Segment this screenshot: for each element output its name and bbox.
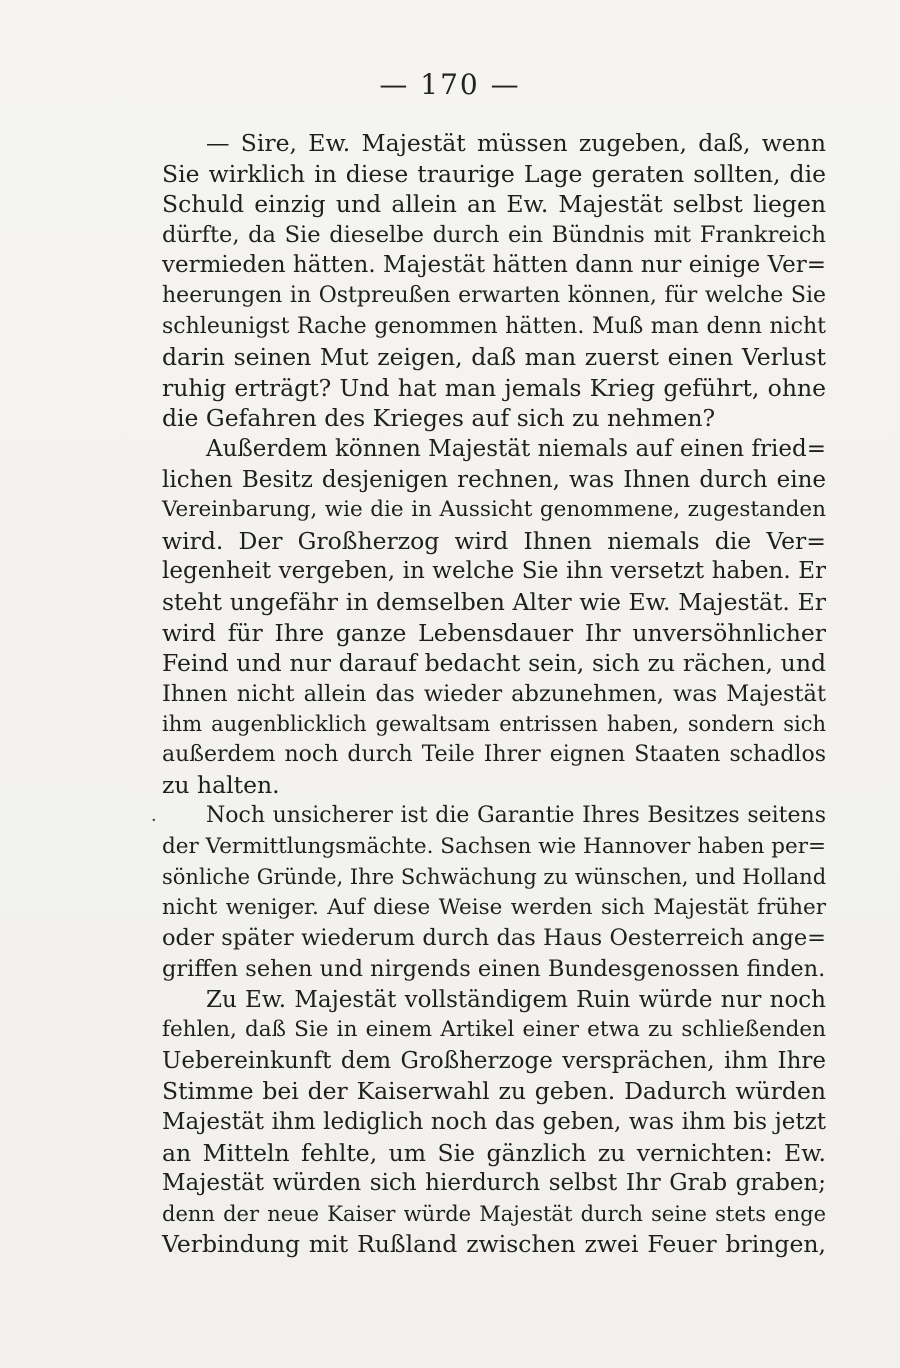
paragraph-1	[162, 128, 826, 434]
text-line: Außerdem können Majestät niemals auf einen fried=	[206, 435, 826, 462]
text-line: lichen Besitz desjenigen rechnen, was Ihnen durch eine	[162, 466, 826, 493]
text-line: wird. Der Großherzog wird Ihnen niemals die Ver=	[162, 526, 826, 555]
text-line: ihm augenblicklich gewaltsam entrissen haben, sondern sich	[162, 712, 826, 737]
text-line: dürfte, da Sie dieselbe durch ein Bündnis mit Frankreich	[162, 221, 826, 248]
text-line: Uebereinkunft dem Großherzoge versprächen, ihm Ihre	[162, 1047, 826, 1074]
text-line: ruhig erträgt? Und hat man jemals Krieg geführt, ohne	[162, 373, 826, 402]
paragraph-4	[162, 985, 826, 1260]
text-line: fehlen, daß Sie in einem Artikel einer etwa zu schließenden	[162, 1017, 826, 1043]
text-line: Feind und nur darauf bedacht sein, sich zu rächen, und	[162, 649, 826, 678]
text-line: legenheit vergeben, in welche Sie ihn versetzt haben. Er	[162, 558, 826, 585]
text-line: wird für Ihre ganze Lebensdauer Ihr unversöhnlicher	[162, 618, 826, 647]
text-line: außerdem noch durch Teile Ihrer eignen Staaten schadlos	[162, 741, 826, 767]
text-line: sönliche Gründe, Ihre Schwächung zu wünschen, und Holland	[162, 865, 827, 890]
text-line: Schuld einzig und allein an Ew. Majestät selbst liegen	[162, 190, 826, 219]
text-line: Ihnen nicht allein das wieder abzunehmen, was Majestät	[162, 680, 826, 707]
text-line: vermieden hätten. Majestät hätten dann nur einige Ver=	[162, 252, 826, 279]
text-line: Noch unsicherer ist die Garantie Ihres Besitzes seitens	[206, 803, 826, 829]
text-line: griffen sehen und nirgends einen Bundesgenossen finden.	[162, 956, 826, 983]
text-line: Sie wirklich in diese traurige Lage geraten sollten, die	[162, 159, 826, 188]
text-line: Majestät ihm lediglich noch das geben, was ihm bis jetzt	[162, 1109, 826, 1135]
page-number-header: — 170 —	[379, 68, 521, 101]
text-line: schleunigst Rache genommen hätten. Muß man denn nicht	[162, 313, 826, 339]
text-line: zu halten.	[162, 771, 280, 800]
text-line: Zu Ew. Majestät vollständigem Ruin würde nur noch	[206, 986, 826, 1013]
text-line: — Sire, Ew. Majestät müssen zugeben, daß, wenn	[206, 129, 826, 157]
text-line: heerungen in Ostpreußen erwarten können, für welche Sie	[162, 282, 826, 308]
paragraph-2	[162, 434, 826, 801]
text-line: Verbindung mit Rußland zwischen zwei Feuer bringen,	[162, 1230, 826, 1259]
text-line: darin seinen Mut zeigen, daß man zuerst einen Verlust	[162, 343, 826, 372]
text-line: denn der neue Kaiser würde Majestät durch seine stets enge	[162, 1201, 826, 1226]
text-line: oder später wiederum durch das Haus Oesterreich ange=	[162, 925, 826, 952]
text-line: steht ungefähr in demselben Alter wie Ew. Majestät. Er	[162, 587, 826, 616]
text-line: die Gefahren des Krieges auf sich zu nehmen?	[162, 404, 716, 433]
text-line: der Vermittlungsmächte. Sachsen wie Hannover haben per=	[162, 833, 826, 859]
text-line: Stimme bei der Kaiserwahl zu geben. Dadurch würden	[162, 1077, 826, 1106]
body-text	[162, 128, 826, 1260]
text-line: Vereinbarung, wie die in Aussicht genommene, zugestanden	[162, 497, 826, 523]
margin-mark: ·	[151, 810, 157, 831]
text-line: an Mitteln fehlte, um Sie gänzlich zu vernichten: Ew.	[162, 1138, 826, 1167]
text-line: Majestät würden sich hierdurch selbst Ihr Grab graben;	[162, 1170, 826, 1197]
text-line: nicht weniger. Auf diese Weise werden sich Majestät früher	[162, 894, 826, 920]
paragraph-3	[162, 801, 826, 985]
